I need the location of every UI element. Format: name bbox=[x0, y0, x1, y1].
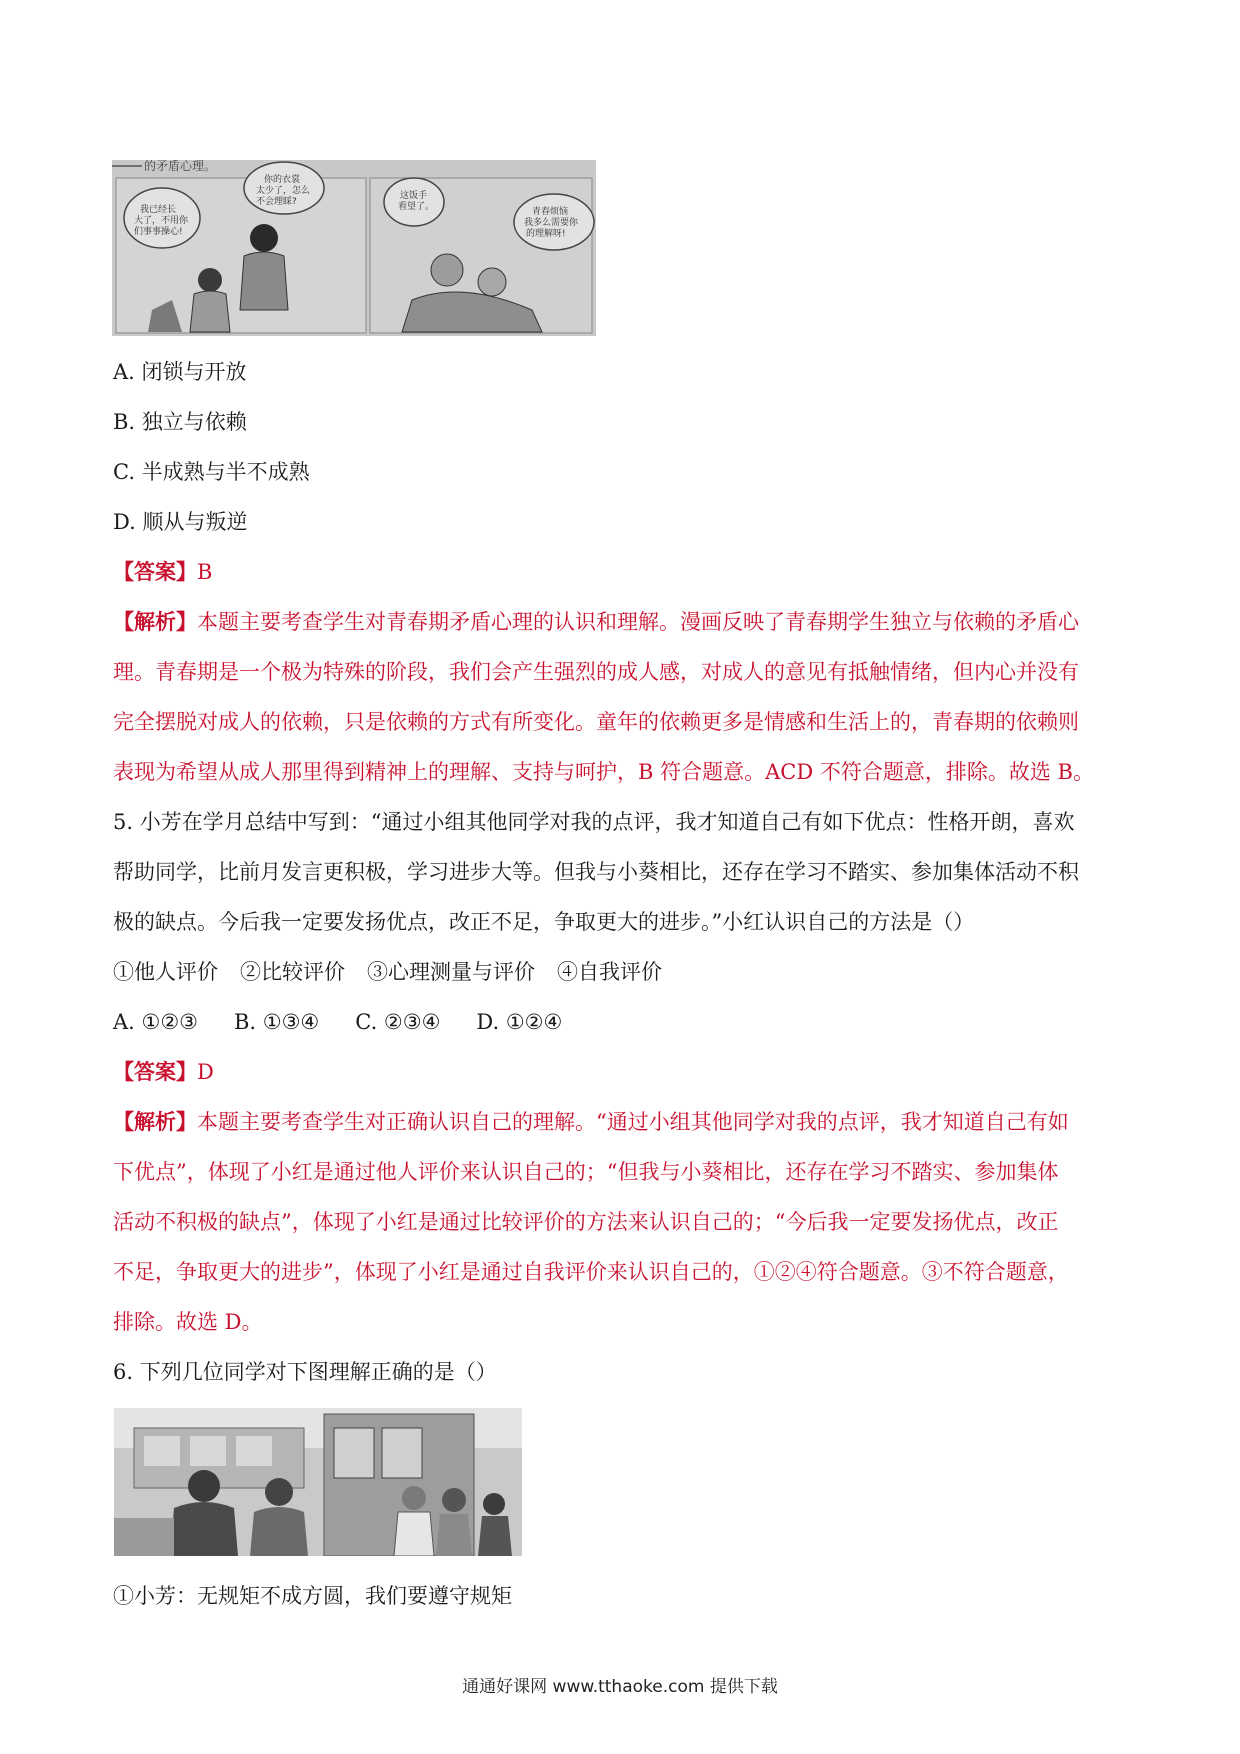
comic-caption: 的矛盾心理。 bbox=[144, 160, 217, 173]
q5-choice-b: B. ①③④ bbox=[234, 1010, 320, 1034]
q6-photo bbox=[114, 1408, 522, 1556]
comic-bubble-1: 我已经长大了，不用你们事事操心! bbox=[134, 205, 189, 237]
page-footer: 通通好课网 www.tthaoke.com 提供下载 bbox=[462, 1677, 778, 1697]
q5-analysis-line-2: 下优点”，体现了小红是通过他人评价来认识自己的；“但我与小葵相比，还存在学习不踏实、参加集体 bbox=[113, 1160, 1059, 1184]
q5-analysis-line-1 bbox=[113, 1108, 1069, 1136]
q5-item-2: ②比较评价 bbox=[240, 960, 345, 984]
comic-bubble-2: 你的衣裳太少了，怎么不会理睬? bbox=[256, 175, 311, 207]
q5-answer-value: D bbox=[197, 1060, 214, 1084]
q4-analysis-label: 【解析】 bbox=[113, 609, 197, 634]
q4-option-c: C. 半成熟与半不成熟 bbox=[113, 460, 310, 484]
q4-analysis-line-3: 完全摆脱对成人的依赖，只是依赖的方式有所变化。童年的依赖更多是情感和生活上的，青春期的依赖则 bbox=[113, 710, 1079, 734]
comic-image bbox=[112, 160, 596, 336]
q5-choice-d: D. ①②④ bbox=[476, 1010, 563, 1034]
q4-answer-label: 【答案】 bbox=[113, 559, 197, 584]
q5-analysis-text-1: 本题主要考查学生对正确认识自己的理解。“通过小组其他同学对我的点评，我才知道自己有如 bbox=[197, 1110, 1069, 1134]
q4-analysis-text-1: 本题主要考查学生对青春期矛盾心理的认识和理解。漫画反映了青春期学生独立与依赖的矛盾心 bbox=[197, 610, 1079, 634]
q5-item-1: ①他人评价 bbox=[113, 960, 218, 984]
q4-analysis-line-4: 表现为希望从成人那里得到精神上的理解、支持与呵护，B 符合题意。ACD 不符合题意，排除。故选 B。 bbox=[113, 760, 1094, 784]
comic-bubble-3: 这饭手看望了。 bbox=[398, 191, 435, 212]
q5-analysis-line-5: 排除。故选 D。 bbox=[113, 1310, 263, 1334]
q5-analysis-label: 【解析】 bbox=[113, 1109, 197, 1134]
q6-stem: 6. 下列几位同学对下图理解正确的是（） bbox=[113, 1360, 497, 1384]
q6-option-1: ①小芳：无规矩不成方圆，我们要遵守规矩 bbox=[113, 1584, 512, 1608]
q5-item-4: ④自我评价 bbox=[557, 960, 662, 984]
q4-analysis-line-1 bbox=[113, 608, 1079, 636]
q5-items bbox=[113, 958, 662, 986]
q5-stem-line-2: 帮助同学，比前月发言更积极，学习进步大等。但我与小葵相比，还存在学习不踏实、参加集体活动不积 bbox=[113, 860, 1079, 884]
q5-answer bbox=[113, 1058, 214, 1086]
q5-stem-line-1: 5. 小芳在学月总结中写到：“通过小组其他同学对我的点评，我才知道自己有如下优点：性格开朗，喜欢 bbox=[113, 810, 1075, 834]
q5-choice-a: A. ①②③ bbox=[113, 1010, 198, 1034]
q4-option-a: A. 闭锁与开放 bbox=[113, 360, 247, 384]
comic-bubble-4: 青春烦恼我多么需要你的理解呀! bbox=[524, 207, 579, 239]
q4-option-d: D. 顺从与叛逆 bbox=[113, 510, 248, 534]
q5-choice-c: C. ②③④ bbox=[355, 1010, 441, 1034]
q4-answer bbox=[113, 558, 212, 586]
q4-option-b: B. 独立与依赖 bbox=[113, 410, 247, 434]
q5-choices bbox=[113, 1008, 562, 1036]
q5-answer-label: 【答案】 bbox=[113, 1059, 197, 1084]
comic-drawing bbox=[112, 160, 596, 336]
q4-answer-value: B bbox=[197, 560, 213, 584]
q5-analysis-line-3: 活动不积极的缺点”，体现了小红是通过比较评价的方法来认识自己的；“今后我一定要发扬优点，改正 bbox=[113, 1210, 1059, 1234]
q5-analysis-line-4: 不足，争取更大的进步”，体现了小红是通过自我评价来认识自己的，①②④符合题意。③不符合题意， bbox=[113, 1260, 1069, 1284]
q4-analysis-line-2: 理。青春期是一个极为特殊的阶段，我们会产生强烈的成人感，对成人的意见有抵触情绪，但内心并没有 bbox=[113, 660, 1079, 684]
q6-photo-drawing bbox=[114, 1408, 522, 1556]
q5-stem-line-3: 极的缺点。今后我一定要发扬优点，改正不足，争取更大的进步。”小红认识自己的方法是（） bbox=[113, 910, 975, 934]
q5-item-3: ③心理测量与评价 bbox=[367, 960, 535, 984]
